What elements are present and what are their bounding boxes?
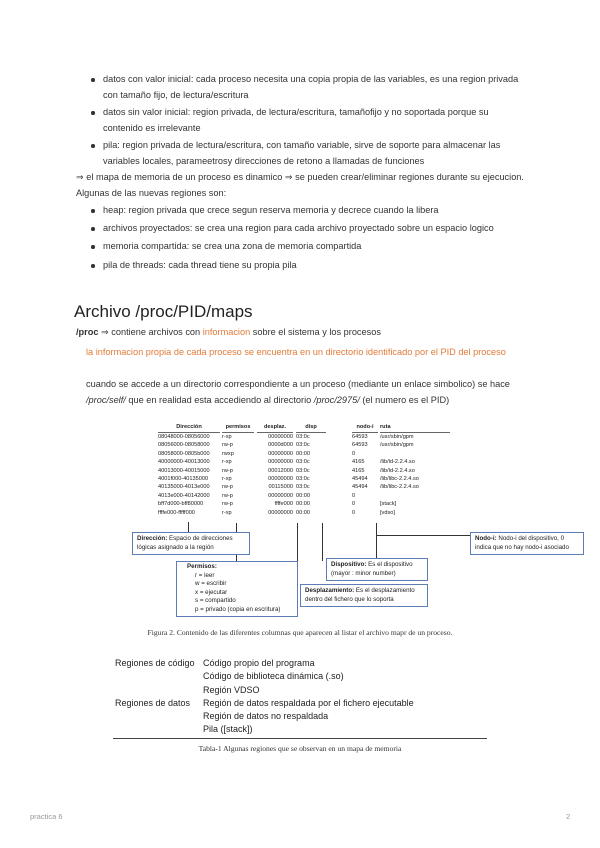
table-row: Pila ([stack]) <box>203 724 253 735</box>
table-row: Regiones de código Código propio del programa <box>115 658 315 668</box>
callout-nodo-text: Nodo-i del dispositivo, 0 indica que no hay nodo-i asociado <box>475 535 569 551</box>
maps-cell: 08048000-08056000 <box>158 434 210 440</box>
maps-cell: /lib/libc-2.2.4.so <box>380 475 419 482</box>
permiso-x: x = ejecutar <box>195 588 228 596</box>
maps-cell: 00000000 <box>268 492 293 499</box>
proc-self-path: /proc/self/ <box>86 394 126 405</box>
maps-cell: 03:0c <box>296 475 310 482</box>
maps-cell: 03:0c <box>296 434 310 440</box>
header-nodo-i: nodo-i <box>352 423 378 433</box>
proc-path: /proc <box>76 327 99 337</box>
informacion-link[interactable]: informacion <box>202 327 251 337</box>
header-permisos: permisos <box>222 423 254 433</box>
quote-post: (el numero es el PID) <box>359 394 450 405</box>
maps-cell: rw-p <box>222 501 233 508</box>
maps-cell: 00:00 <box>296 501 310 508</box>
maps-cell: 00115000 <box>268 484 293 491</box>
maps-cell: ffffe000 <box>274 501 293 508</box>
maps-cell: 00:00 <box>296 492 310 499</box>
permiso-w: w = escribir <box>195 580 227 588</box>
maps-cell: 0 <box>352 509 356 516</box>
bullet-archivos-proyectados: archivos proyectados: se crea una region para cada archivo proyectado sobre un espacio logico <box>103 221 523 237</box>
maps-cell: 40000000-40013000 <box>158 459 210 466</box>
maps-cell: 00000000 <box>268 434 293 440</box>
proc-pid-path: /proc/2975/ <box>313 394 360 405</box>
table-rule <box>113 738 487 739</box>
table-row: Región de datos no respaldada <box>203 711 329 722</box>
col-desplaz <box>257 423 293 517</box>
maps-cell: rw-p <box>222 467 233 474</box>
maps-cell: 45494 <box>352 484 368 491</box>
header-desplaz: desplaz. <box>257 423 293 433</box>
section-heading: Archivo /proc/PID/maps <box>74 302 253 321</box>
maps-cell: /lib/ld-2.2.4.so <box>380 467 415 474</box>
table-row: Regiones de datos Región de datos respaldada por el fichero ejecutable <box>115 697 414 708</box>
callout-direccion-text: Espacio de direcciones lógicas asignado a la región <box>137 535 233 551</box>
table-row: Código de biblioteca dinámica (.so) <box>203 671 344 682</box>
maps-cell: 0 <box>352 450 356 457</box>
permiso-p: p = privado (copia en escritura) <box>195 605 281 613</box>
maps-cell: r-xp <box>222 459 232 466</box>
maps-cell: 64593 <box>352 434 368 440</box>
maps-cell: 03:0c <box>296 442 310 449</box>
figure-caption: Figura 2. Contenido de las diferentes columnas que aparecen al listar el archivo mapr de un proceso. <box>147 628 453 637</box>
proc-post: sobre el sistema y los procesos <box>250 327 381 337</box>
proc-line <box>76 325 526 341</box>
maps-cell: rw-p <box>222 442 233 449</box>
callout-dispositivo-label: Dispositivo: <box>331 561 367 568</box>
maps-cell: 00012000 <box>268 467 293 474</box>
maps-cell: rwxp <box>222 450 234 457</box>
paragraph-dynamic-map: ⇒ el mapa de memoria de un proceso es dinamico ⇒ se pueden crear/eliminar regiones durante su ejecucion. Algunas de las nuevas regiones son: <box>76 172 524 198</box>
col-permisos <box>222 423 254 517</box>
maps-cell: bff7d000-bff80000 <box>158 501 204 508</box>
regions-table <box>115 657 485 737</box>
bullet-datos-sin-valor: datos sin valor inicial: region privada, de lectura/escritura, tamañofijo y no soportada porque su contenido es irrelevante <box>103 105 523 136</box>
maps-cell: 40013000-40015000 <box>158 467 210 474</box>
maps-cell: 00000000 <box>268 475 293 482</box>
quote-pid-directory: la informacion propia de cada proceso se encuentra en un directorio identificado por el PID del proceso <box>86 347 506 357</box>
bullet-memoria-compartida: memoria compartida: se crea una zona de memoria compartida <box>103 239 523 255</box>
maps-cell: 4165 <box>352 467 365 474</box>
col-ruta <box>380 423 450 517</box>
bullet-pila: pila: region privada de lectura/escritura, con tamaño variable, sirve de soporte para almacenar las variables locales, parameetrosy direcciones de retono a llamadas de funciones <box>103 138 523 169</box>
footer-label: practica 6 <box>30 812 63 821</box>
connector-nodo-h <box>376 535 470 536</box>
col-direccion <box>158 423 220 517</box>
maps-cell: rw-p <box>222 484 233 491</box>
callout-desplazamiento-label: Desplazamiento: <box>305 587 355 594</box>
callout-dispositivo <box>326 558 428 581</box>
maps-cell: 03:0c <box>296 484 310 491</box>
maps-cell: 00:00 <box>296 450 310 457</box>
maps-cell: 08056000-08058000 <box>158 442 210 449</box>
callout-desplazamiento <box>300 584 428 607</box>
callout-dispositivo-text: Es el dispositivo (mayor : minor number) <box>331 561 413 577</box>
header-ruta: ruta <box>380 423 450 433</box>
maps-cell: 00000000 <box>268 450 293 457</box>
maps-cell: ffffe000-fffff000 <box>158 509 195 516</box>
maps-cell: rw-p <box>222 492 233 499</box>
maps-cell: r-xp <box>222 434 232 440</box>
maps-cell: r-xp <box>222 475 232 482</box>
maps-cell: r-xp <box>222 509 232 516</box>
col-nodo-i <box>352 423 378 517</box>
proc-pre: ⇒ contiene archivos con <box>98 327 203 337</box>
bullet-datos-con-valor: datos con valor inicial: cada proceso necesita una copia propia de las variables, es una region privada con tamaño fijo, de lectura/escritura <box>103 72 523 103</box>
maps-cell <box>380 450 450 458</box>
maps-cell: /lib/libc-2.2.4.so <box>380 484 419 491</box>
maps-cell: /usr/sbin/gpm <box>380 434 414 440</box>
maps-cell: 03:0c <box>296 459 310 466</box>
maps-cell: 00:00 <box>296 509 310 516</box>
maps-cell: /usr/sbin/gpm <box>380 442 414 449</box>
maps-cell: 03:0c <box>296 467 310 474</box>
maps-cell: 40135000-4013e000 <box>158 484 210 491</box>
connector-direccion <box>188 522 189 532</box>
page-number: 2 <box>566 812 571 821</box>
callout-nodo-label: Nodo-i: <box>475 535 497 542</box>
callout-direccion-label: Dirección: <box>137 535 168 542</box>
callout-permisos-title: Permisos: <box>187 563 217 570</box>
quote-mid: que en realidad esta accediendo al directorio <box>125 394 314 405</box>
bullet-pila-threads: pila de threads: cada thread tiene su propia pila <box>103 258 523 274</box>
callout-nodo-i <box>470 532 584 555</box>
maps-cell: 4013e000-40142000 <box>158 492 210 499</box>
maps-cell: 0 <box>352 492 356 499</box>
quote-self-link <box>86 377 516 408</box>
connector-nodo <box>376 523 377 559</box>
quote-pre: cuando se accede a un directorio correspondiente a un proceso (mediante un enlace simbolico) se hace <box>86 379 510 389</box>
maps-cell <box>380 492 450 500</box>
maps-cell: 00000000 <box>268 509 293 516</box>
callout-permisos-frame <box>176 561 298 617</box>
maps-cell: 4001f000-40135000 <box>158 475 209 482</box>
table-row: Región VDSO <box>203 684 260 695</box>
header-disp: disp <box>296 423 326 433</box>
maps-cell: /lib/ld-2.2.4.so <box>380 459 415 466</box>
callout-desplazamiento-text: Es el desplazamiento dentro del fichero que lo soporta <box>305 587 415 603</box>
maps-cell: 64593 <box>352 442 368 449</box>
connector-dispositivo <box>322 523 323 561</box>
col-disp <box>296 423 326 517</box>
table-caption: Tabla-1 Algunas regiones que se observan en un mapa de memoria <box>198 744 402 753</box>
bullet-heap: heap: region privada que crece segun reserva memoria y decrece cuando la libera <box>103 203 523 219</box>
maps-cell: [vdso] <box>380 509 395 516</box>
header-direccion: Dirección <box>158 423 220 433</box>
permiso-s: s = compartido <box>195 597 236 605</box>
maps-cell: 0000d000 <box>268 442 293 449</box>
maps-cell: [stack] <box>380 501 397 508</box>
maps-figure <box>158 423 466 523</box>
maps-cell: 0 <box>352 501 356 508</box>
maps-cell: 4165 <box>352 459 365 466</box>
maps-cell: 08058000-0805b000 <box>158 450 210 457</box>
maps-cell: 45494 <box>352 475 368 482</box>
maps-cell: 00000000 <box>268 459 293 466</box>
callout-direccion <box>132 532 250 555</box>
permiso-r: r = leer <box>195 571 215 579</box>
